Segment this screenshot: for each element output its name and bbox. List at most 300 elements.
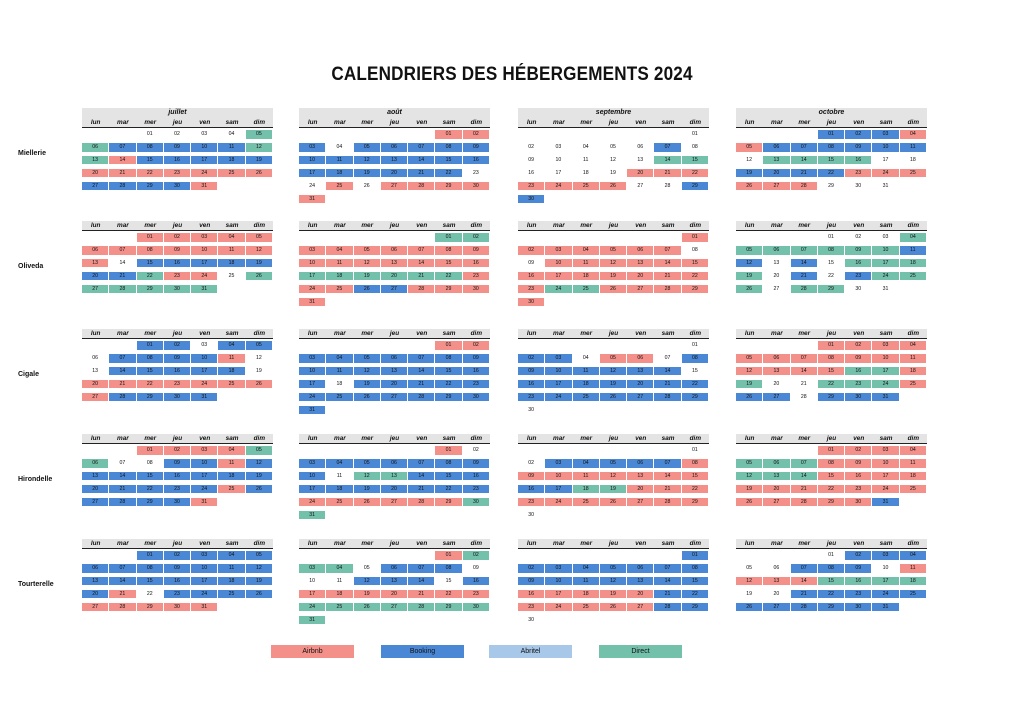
day-cell[interactable]: 02 (518, 564, 545, 573)
day-cell[interactable]: 05 (246, 130, 273, 139)
day-cell[interactable]: 24 (299, 603, 326, 612)
day-cell[interactable]: 15 (137, 259, 164, 268)
day-cell[interactable]: 19 (354, 380, 381, 389)
day-cell[interactable]: 28 (408, 498, 435, 507)
day-cell[interactable]: 05 (600, 143, 627, 152)
day-cell[interactable]: 04 (326, 143, 353, 152)
day-cell[interactable]: 30 (845, 393, 872, 402)
day-cell[interactable]: 15 (435, 577, 462, 586)
day-cell[interactable]: 16 (845, 472, 872, 481)
day-cell[interactable]: 13 (381, 472, 408, 481)
day-cell[interactable]: 28 (791, 393, 818, 402)
day-cell[interactable]: 28 (408, 285, 435, 294)
day-cell[interactable]: 15 (818, 577, 845, 586)
day-cell[interactable]: 14 (654, 156, 681, 165)
day-cell[interactable]: 15 (682, 259, 709, 268)
day-cell[interactable]: 06 (763, 354, 790, 363)
day-cell[interactable]: 24 (191, 590, 218, 599)
day-cell[interactable]: 25 (326, 393, 353, 402)
day-cell[interactable]: 03 (299, 564, 326, 573)
day-cell[interactable]: 26 (600, 393, 627, 402)
day-cell[interactable]: 19 (600, 380, 627, 389)
day-cell[interactable]: 04 (900, 130, 927, 139)
day-cell[interactable]: 06 (763, 459, 790, 468)
day-cell[interactable]: 16 (845, 367, 872, 376)
day-cell[interactable]: 02 (164, 446, 191, 455)
day-cell[interactable]: 02 (518, 354, 545, 363)
day-cell[interactable]: 14 (109, 156, 136, 165)
day-cell[interactable]: 21 (654, 169, 681, 178)
day-cell[interactable]: 04 (326, 354, 353, 363)
day-cell[interactable]: 26 (246, 169, 273, 178)
day-cell[interactable]: 12 (600, 367, 627, 376)
day-cell[interactable]: 27 (82, 603, 109, 612)
day-cell[interactable]: 07 (408, 143, 435, 152)
day-cell[interactable]: 27 (381, 285, 408, 294)
day-cell[interactable]: 30 (463, 498, 490, 507)
day-cell[interactable]: 28 (791, 182, 818, 191)
day-cell[interactable]: 29 (682, 393, 709, 402)
day-cell[interactable]: 25 (218, 169, 245, 178)
day-cell[interactable]: 15 (682, 367, 709, 376)
day-cell[interactable]: 14 (791, 156, 818, 165)
day-cell[interactable]: 13 (82, 156, 109, 165)
day-cell[interactable]: 03 (872, 233, 899, 242)
day-cell[interactable]: 14 (791, 259, 818, 268)
day-cell[interactable]: 06 (381, 564, 408, 573)
day-cell[interactable]: 18 (326, 272, 353, 281)
day-cell[interactable]: 10 (191, 246, 218, 255)
day-cell[interactable]: 06 (82, 459, 109, 468)
day-cell[interactable]: 23 (845, 380, 872, 389)
day-cell[interactable]: 20 (627, 272, 654, 281)
day-cell[interactable]: 22 (818, 380, 845, 389)
day-cell[interactable]: 08 (818, 459, 845, 468)
day-cell[interactable]: 20 (381, 590, 408, 599)
day-cell[interactable]: 14 (109, 259, 136, 268)
day-cell[interactable]: 31 (191, 498, 218, 507)
day-cell[interactable]: 19 (246, 367, 273, 376)
day-cell[interactable]: 07 (791, 564, 818, 573)
day-cell[interactable]: 11 (900, 246, 927, 255)
day-cell[interactable]: 20 (82, 272, 109, 281)
day-cell[interactable]: 25 (326, 182, 353, 191)
day-cell[interactable]: 25 (573, 603, 600, 612)
day-cell[interactable]: 22 (818, 485, 845, 494)
day-cell[interactable]: 30 (164, 182, 191, 191)
day-cell[interactable]: 30 (463, 603, 490, 612)
day-cell[interactable]: 26 (354, 182, 381, 191)
day-cell[interactable]: 28 (654, 285, 681, 294)
day-cell[interactable]: 10 (545, 156, 572, 165)
day-cell[interactable]: 21 (791, 590, 818, 599)
day-cell[interactable]: 18 (326, 380, 353, 389)
day-cell[interactable]: 02 (164, 341, 191, 350)
day-cell[interactable]: 04 (573, 143, 600, 152)
day-cell[interactable]: 13 (627, 367, 654, 376)
day-cell[interactable]: 19 (736, 485, 763, 494)
day-cell[interactable]: 25 (218, 485, 245, 494)
day-cell[interactable]: 01 (137, 233, 164, 242)
day-cell[interactable]: 01 (682, 551, 709, 560)
day-cell[interactable]: 08 (137, 459, 164, 468)
day-cell[interactable]: 05 (246, 551, 273, 560)
day-cell[interactable]: 16 (463, 577, 490, 586)
day-cell[interactable]: 09 (518, 156, 545, 165)
day-cell[interactable]: 01 (682, 130, 709, 139)
day-cell[interactable]: 03 (299, 459, 326, 468)
day-cell[interactable]: 17 (545, 590, 572, 599)
day-cell[interactable]: 14 (791, 367, 818, 376)
day-cell[interactable]: 17 (545, 272, 572, 281)
day-cell[interactable]: 07 (654, 564, 681, 573)
day-cell[interactable]: 20 (763, 485, 790, 494)
day-cell[interactable]: 04 (900, 341, 927, 350)
day-cell[interactable]: 13 (381, 577, 408, 586)
day-cell[interactable]: 05 (600, 564, 627, 573)
day-cell[interactable]: 20 (763, 169, 790, 178)
day-cell[interactable]: 10 (299, 259, 326, 268)
day-cell[interactable]: 07 (791, 246, 818, 255)
day-cell[interactable]: 29 (818, 393, 845, 402)
day-cell[interactable]: 05 (246, 233, 273, 242)
day-cell[interactable]: 30 (518, 406, 545, 415)
day-cell[interactable]: 14 (408, 577, 435, 586)
day-cell[interactable]: 31 (191, 603, 218, 612)
day-cell[interactable]: 21 (791, 272, 818, 281)
day-cell[interactable]: 04 (218, 446, 245, 455)
day-cell[interactable]: 08 (682, 143, 709, 152)
day-cell[interactable]: 06 (763, 246, 790, 255)
day-cell[interactable]: 21 (408, 485, 435, 494)
day-cell[interactable]: 09 (164, 459, 191, 468)
day-cell[interactable]: 06 (381, 143, 408, 152)
day-cell[interactable]: 23 (164, 380, 191, 389)
day-cell[interactable]: 29 (818, 603, 845, 612)
day-cell[interactable]: 12 (736, 577, 763, 586)
day-cell[interactable]: 01 (818, 341, 845, 350)
day-cell[interactable]: 21 (791, 169, 818, 178)
day-cell[interactable]: 27 (627, 498, 654, 507)
day-cell[interactable]: 28 (654, 393, 681, 402)
day-cell[interactable]: 19 (736, 169, 763, 178)
day-cell[interactable]: 28 (408, 393, 435, 402)
day-cell[interactable]: 31 (191, 182, 218, 191)
day-cell[interactable]: 10 (191, 564, 218, 573)
day-cell[interactable]: 20 (627, 169, 654, 178)
day-cell[interactable]: 26 (246, 485, 273, 494)
day-cell[interactable]: 26 (600, 603, 627, 612)
day-cell[interactable]: 02 (463, 446, 490, 455)
day-cell[interactable]: 03 (872, 551, 899, 560)
day-cell[interactable]: 24 (299, 393, 326, 402)
day-cell[interactable]: 26 (246, 380, 273, 389)
day-cell[interactable]: 30 (845, 182, 872, 191)
day-cell[interactable]: 07 (791, 459, 818, 468)
day-cell[interactable]: 07 (408, 564, 435, 573)
day-cell[interactable]: 01 (682, 233, 709, 242)
day-cell[interactable]: 24 (872, 380, 899, 389)
day-cell[interactable]: 12 (600, 577, 627, 586)
day-cell[interactable]: 28 (408, 182, 435, 191)
day-cell[interactable]: 09 (463, 564, 490, 573)
day-cell[interactable]: 27 (82, 182, 109, 191)
day-cell[interactable]: 23 (845, 169, 872, 178)
day-cell[interactable]: 27 (381, 498, 408, 507)
day-cell[interactable]: 31 (299, 406, 326, 415)
day-cell[interactable]: 10 (545, 577, 572, 586)
day-cell[interactable]: 02 (463, 551, 490, 560)
day-cell[interactable]: 12 (354, 156, 381, 165)
day-cell[interactable]: 16 (845, 156, 872, 165)
day-cell[interactable]: 04 (326, 459, 353, 468)
day-cell[interactable]: 24 (872, 590, 899, 599)
day-cell[interactable]: 15 (435, 156, 462, 165)
day-cell[interactable]: 05 (354, 354, 381, 363)
day-cell[interactable]: 26 (736, 498, 763, 507)
day-cell[interactable]: 17 (191, 259, 218, 268)
day-cell[interactable]: 16 (518, 272, 545, 281)
day-cell[interactable]: 01 (435, 233, 462, 242)
day-cell[interactable]: 26 (600, 285, 627, 294)
day-cell[interactable]: 20 (627, 485, 654, 494)
day-cell[interactable]: 28 (109, 182, 136, 191)
day-cell[interactable]: 12 (736, 156, 763, 165)
day-cell[interactable]: 07 (654, 354, 681, 363)
day-cell[interactable]: 29 (682, 603, 709, 612)
day-cell[interactable]: 31 (872, 285, 899, 294)
day-cell[interactable]: 08 (682, 564, 709, 573)
day-cell[interactable]: 16 (164, 577, 191, 586)
day-cell[interactable]: 16 (463, 156, 490, 165)
day-cell[interactable]: 06 (627, 143, 654, 152)
day-cell[interactable]: 19 (354, 590, 381, 599)
day-cell[interactable]: 20 (381, 272, 408, 281)
day-cell[interactable]: 02 (463, 341, 490, 350)
day-cell[interactable]: 31 (872, 603, 899, 612)
day-cell[interactable]: 19 (600, 169, 627, 178)
day-cell[interactable]: 09 (463, 143, 490, 152)
day-cell[interactable]: 22 (435, 272, 462, 281)
day-cell[interactable]: 09 (164, 246, 191, 255)
day-cell[interactable]: 26 (736, 603, 763, 612)
day-cell[interactable]: 14 (791, 577, 818, 586)
day-cell[interactable]: 20 (381, 169, 408, 178)
day-cell[interactable]: 08 (818, 143, 845, 152)
day-cell[interactable]: 10 (299, 577, 326, 586)
day-cell[interactable]: 10 (191, 459, 218, 468)
day-cell[interactable]: 31 (299, 298, 326, 307)
day-cell[interactable]: 25 (900, 485, 927, 494)
day-cell[interactable]: 06 (627, 459, 654, 468)
day-cell[interactable]: 11 (218, 143, 245, 152)
day-cell[interactable]: 19 (736, 380, 763, 389)
day-cell[interactable]: 19 (246, 472, 273, 481)
day-cell[interactable]: 21 (109, 590, 136, 599)
day-cell[interactable]: 11 (900, 564, 927, 573)
day-cell[interactable]: 12 (246, 354, 273, 363)
day-cell[interactable]: 18 (900, 577, 927, 586)
day-cell[interactable]: 14 (654, 259, 681, 268)
day-cell[interactable]: 24 (872, 485, 899, 494)
day-cell[interactable]: 24 (872, 272, 899, 281)
day-cell[interactable]: 15 (682, 472, 709, 481)
day-cell[interactable]: 03 (191, 130, 218, 139)
day-cell[interactable]: 28 (791, 603, 818, 612)
day-cell[interactable]: 09 (845, 459, 872, 468)
day-cell[interactable]: 02 (164, 130, 191, 139)
day-cell[interactable]: 15 (137, 577, 164, 586)
day-cell[interactable]: 06 (763, 143, 790, 152)
day-cell[interactable]: 13 (627, 156, 654, 165)
day-cell[interactable]: 21 (109, 169, 136, 178)
day-cell[interactable]: 13 (763, 259, 790, 268)
day-cell[interactable]: 11 (218, 246, 245, 255)
day-cell[interactable]: 12 (736, 367, 763, 376)
day-cell[interactable]: 17 (545, 169, 572, 178)
day-cell[interactable]: 27 (763, 285, 790, 294)
day-cell[interactable]: 11 (326, 259, 353, 268)
day-cell[interactable]: 25 (573, 182, 600, 191)
day-cell[interactable]: 27 (82, 285, 109, 294)
day-cell[interactable]: 25 (218, 380, 245, 389)
day-cell[interactable]: 27 (763, 603, 790, 612)
day-cell[interactable]: 03 (872, 446, 899, 455)
day-cell[interactable]: 11 (900, 354, 927, 363)
day-cell[interactable]: 17 (191, 577, 218, 586)
day-cell[interactable]: 07 (109, 246, 136, 255)
day-cell[interactable]: 26 (354, 393, 381, 402)
day-cell[interactable]: 23 (463, 380, 490, 389)
day-cell[interactable]: 13 (627, 472, 654, 481)
day-cell[interactable]: 01 (682, 341, 709, 350)
day-cell[interactable]: 16 (518, 169, 545, 178)
day-cell[interactable]: 23 (164, 485, 191, 494)
day-cell[interactable]: 23 (518, 498, 545, 507)
day-cell[interactable]: 27 (381, 603, 408, 612)
day-cell[interactable]: 08 (435, 459, 462, 468)
day-cell[interactable]: 30 (845, 285, 872, 294)
day-cell[interactable]: 31 (872, 498, 899, 507)
day-cell[interactable]: 08 (435, 354, 462, 363)
day-cell[interactable]: 07 (654, 459, 681, 468)
day-cell[interactable]: 24 (872, 169, 899, 178)
day-cell[interactable]: 03 (191, 446, 218, 455)
day-cell[interactable]: 25 (900, 380, 927, 389)
day-cell[interactable]: 07 (408, 354, 435, 363)
day-cell[interactable]: 28 (109, 498, 136, 507)
day-cell[interactable]: 04 (573, 459, 600, 468)
day-cell[interactable]: 16 (164, 259, 191, 268)
day-cell[interactable]: 30 (463, 393, 490, 402)
day-cell[interactable]: 22 (435, 169, 462, 178)
day-cell[interactable]: 22 (682, 169, 709, 178)
day-cell[interactable]: 19 (246, 156, 273, 165)
day-cell[interactable]: 11 (218, 564, 245, 573)
day-cell[interactable]: 29 (682, 285, 709, 294)
day-cell[interactable]: 05 (600, 459, 627, 468)
day-cell[interactable]: 15 (682, 156, 709, 165)
day-cell[interactable]: 18 (573, 169, 600, 178)
day-cell[interactable]: 13 (763, 472, 790, 481)
day-cell[interactable]: 25 (900, 272, 927, 281)
day-cell[interactable]: 29 (435, 603, 462, 612)
day-cell[interactable]: 22 (137, 380, 164, 389)
day-cell[interactable]: 25 (218, 272, 245, 281)
day-cell[interactable]: 19 (736, 272, 763, 281)
day-cell[interactable]: 30 (518, 298, 545, 307)
day-cell[interactable]: 22 (435, 380, 462, 389)
day-cell[interactable]: 22 (137, 272, 164, 281)
day-cell[interactable]: 19 (354, 272, 381, 281)
day-cell[interactable]: 17 (191, 156, 218, 165)
day-cell[interactable]: 04 (573, 246, 600, 255)
day-cell[interactable]: 22 (435, 590, 462, 599)
day-cell[interactable]: 13 (627, 577, 654, 586)
day-cell[interactable]: 05 (736, 459, 763, 468)
day-cell[interactable]: 30 (463, 182, 490, 191)
day-cell[interactable]: 08 (435, 564, 462, 573)
day-cell[interactable]: 24 (545, 393, 572, 402)
day-cell[interactable]: 23 (463, 485, 490, 494)
day-cell[interactable]: 13 (381, 367, 408, 376)
day-cell[interactable]: 10 (299, 156, 326, 165)
day-cell[interactable]: 30 (164, 498, 191, 507)
day-cell[interactable]: 02 (845, 446, 872, 455)
day-cell[interactable]: 30 (164, 603, 191, 612)
day-cell[interactable]: 29 (435, 285, 462, 294)
day-cell[interactable]: 13 (627, 259, 654, 268)
day-cell[interactable]: 17 (545, 380, 572, 389)
day-cell[interactable]: 02 (845, 551, 872, 560)
day-cell[interactable]: 29 (682, 182, 709, 191)
day-cell[interactable]: 12 (354, 259, 381, 268)
day-cell[interactable]: 20 (82, 590, 109, 599)
day-cell[interactable]: 08 (818, 564, 845, 573)
day-cell[interactable]: 13 (763, 156, 790, 165)
day-cell[interactable]: 27 (763, 182, 790, 191)
day-cell[interactable]: 18 (573, 272, 600, 281)
day-cell[interactable]: 17 (299, 169, 326, 178)
day-cell[interactable]: 25 (900, 590, 927, 599)
day-cell[interactable]: 17 (872, 259, 899, 268)
day-cell[interactable]: 18 (218, 367, 245, 376)
day-cell[interactable]: 18 (573, 590, 600, 599)
day-cell[interactable]: 18 (218, 156, 245, 165)
day-cell[interactable]: 23 (164, 590, 191, 599)
day-cell[interactable]: 30 (518, 616, 545, 625)
day-cell[interactable]: 11 (573, 156, 600, 165)
day-cell[interactable]: 26 (600, 498, 627, 507)
day-cell[interactable]: 06 (763, 564, 790, 573)
day-cell[interactable]: 05 (354, 564, 381, 573)
day-cell[interactable]: 14 (654, 577, 681, 586)
day-cell[interactable]: 21 (109, 380, 136, 389)
day-cell[interactable]: 10 (872, 246, 899, 255)
day-cell[interactable]: 14 (408, 472, 435, 481)
day-cell[interactable]: 05 (736, 564, 763, 573)
day-cell[interactable]: 28 (109, 393, 136, 402)
day-cell[interactable]: 11 (218, 354, 245, 363)
day-cell[interactable]: 25 (573, 285, 600, 294)
day-cell[interactable]: 26 (354, 285, 381, 294)
day-cell[interactable]: 17 (299, 380, 326, 389)
day-cell[interactable]: 21 (791, 380, 818, 389)
day-cell[interactable]: 28 (408, 603, 435, 612)
day-cell[interactable]: 28 (791, 498, 818, 507)
day-cell[interactable]: 02 (518, 459, 545, 468)
day-cell[interactable]: 12 (600, 156, 627, 165)
